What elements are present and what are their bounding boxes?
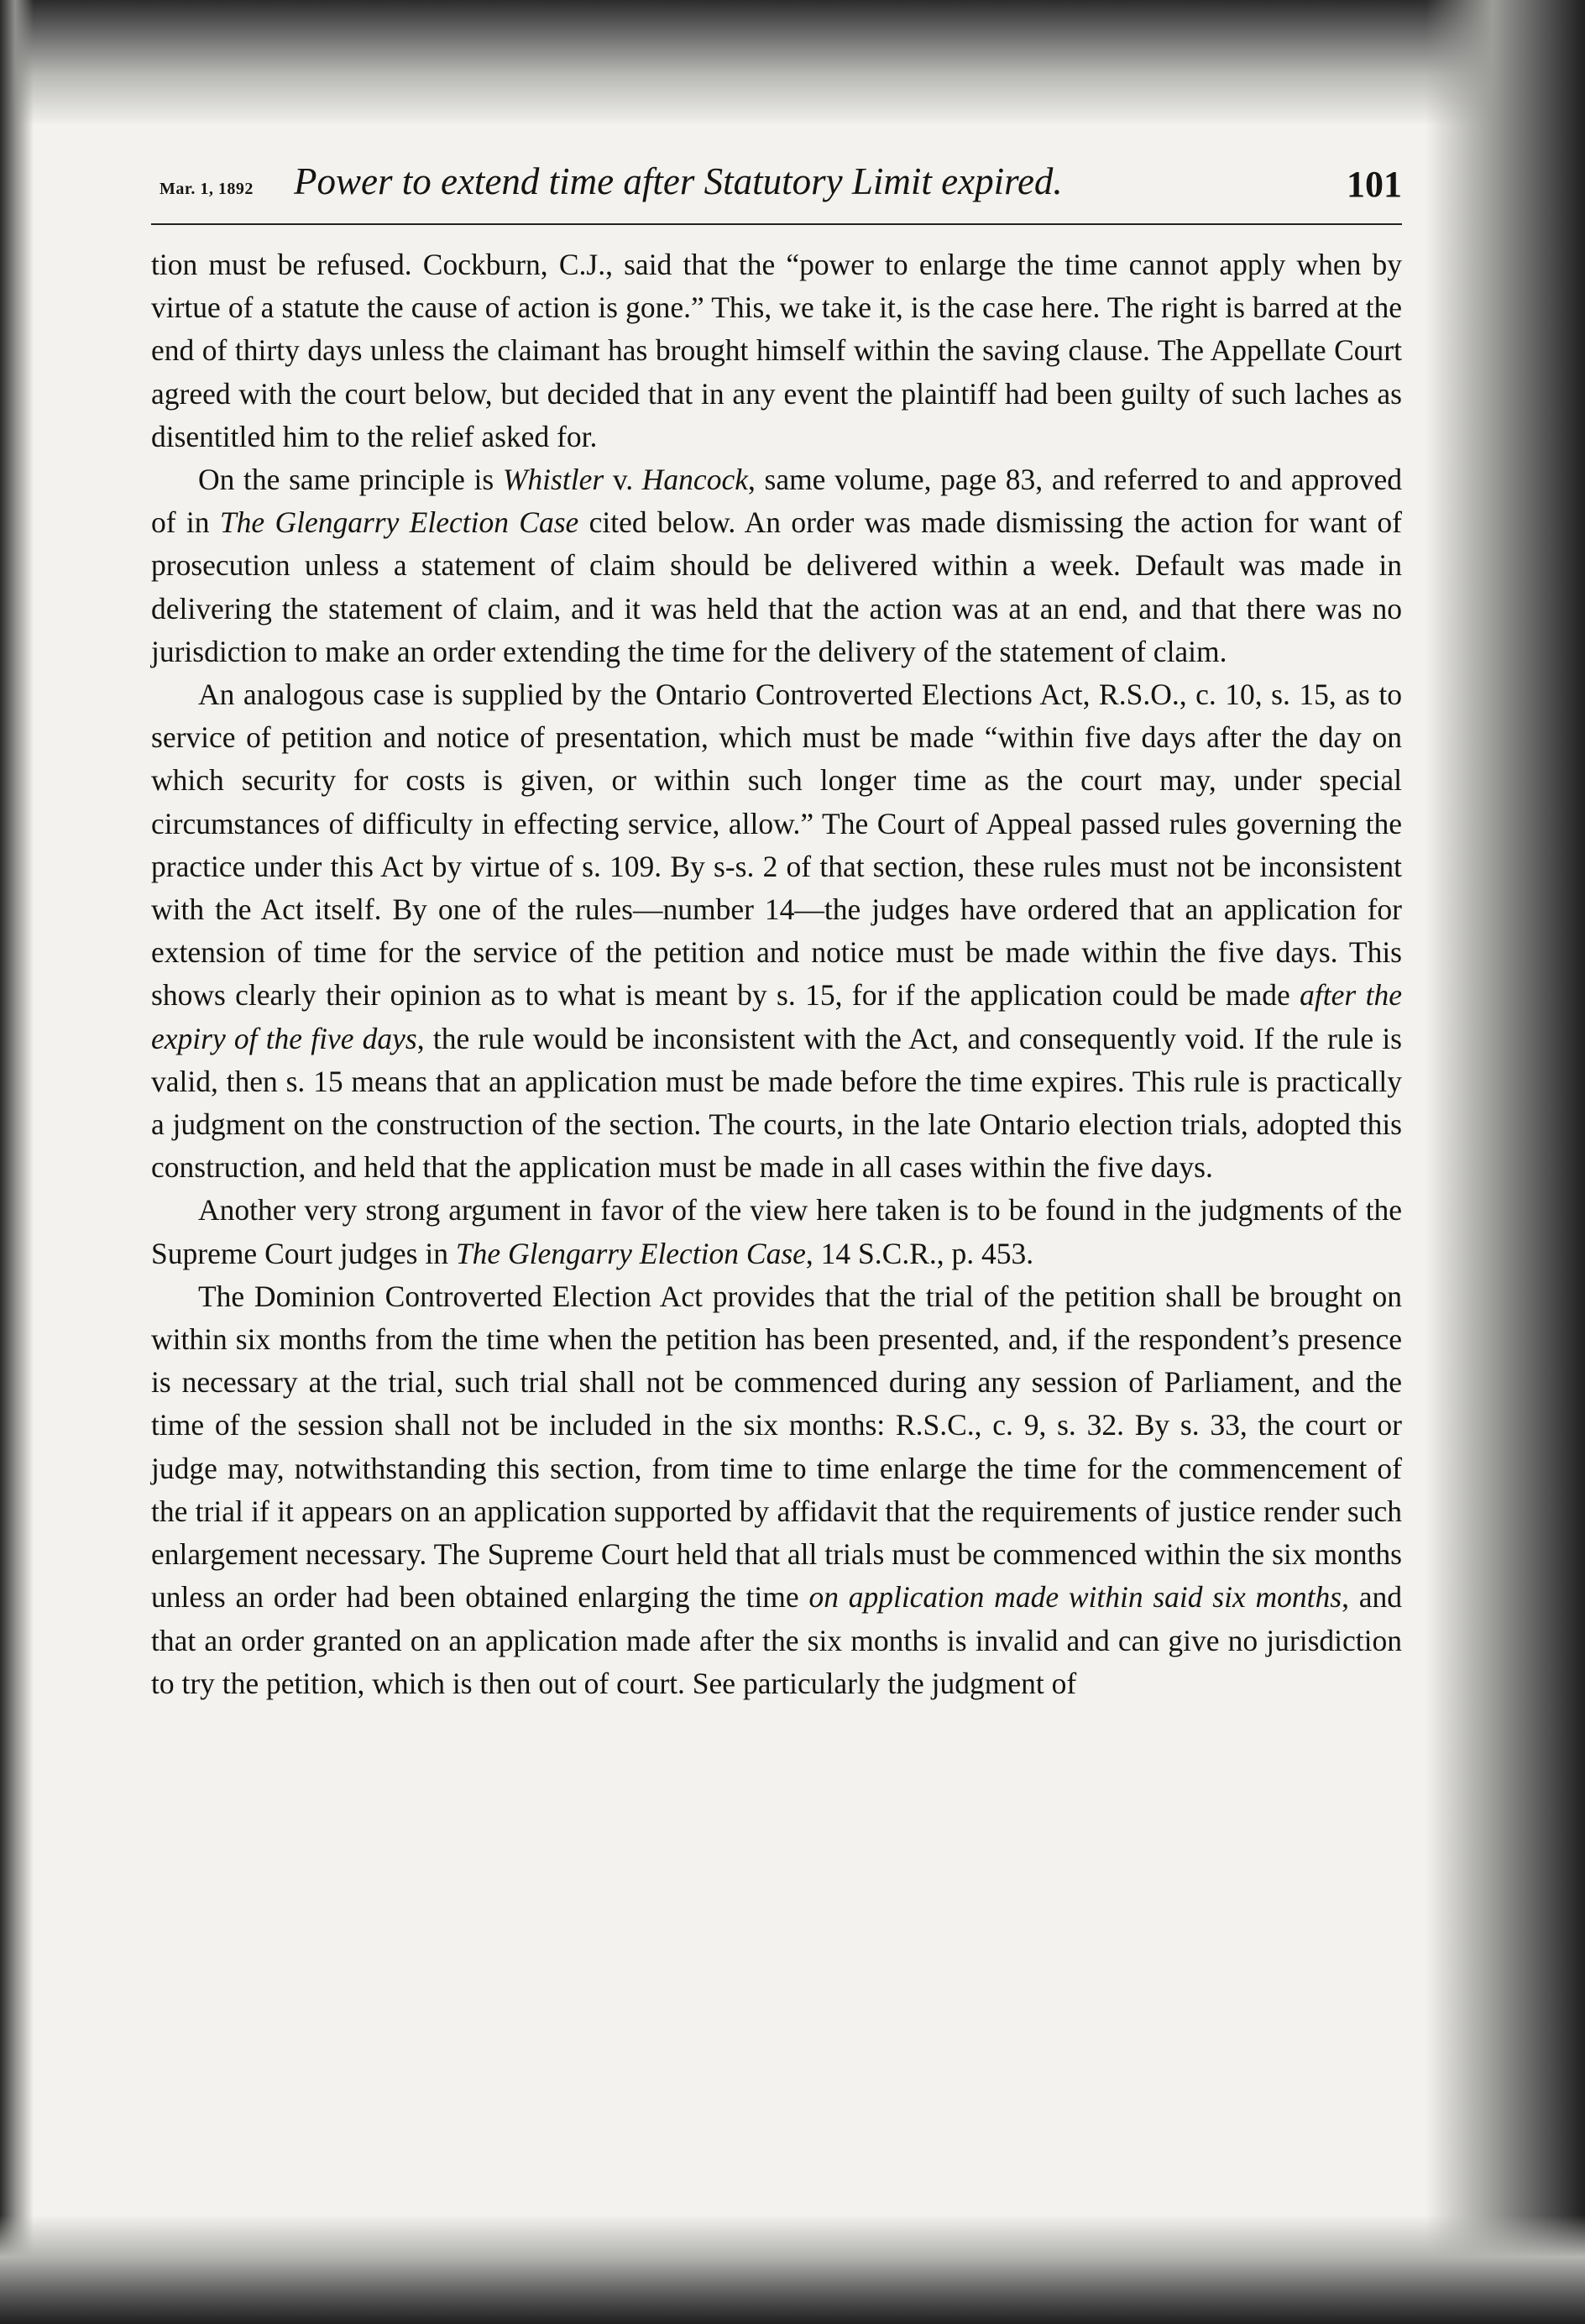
page-number: 101 (1347, 164, 1402, 205)
text-run: v. (604, 463, 642, 497)
text-run: , same volume, page 83, and referred to and approved of in (151, 463, 1402, 540)
paragraph (151, 1275, 1402, 1705)
italic-text: Hancock (641, 463, 748, 497)
text-run: , and that an order granted on an application made after the six months is invalid and can give no jurisdiction to try the petition, which is then out of court. See particularly the judgment of (151, 1580, 1402, 1700)
text-run: The Dominion Controverted Election Act provides that the trial of the petition shall be brought on within six months from the time when the petition has been presented, and, if the respondent’s presence is necessary at the trial, such trial shall not be commenced during any session of Parliament, and the time of the session shall not be included in the six months: R.S.C., c. 9, s. 32. By s. 33, the court or judge may, notwithstanding this section, from time to time enlarge the time for the commencement of the trial if it appears on an application supported by affidavit that the requirements of justice render such enlargement necessary. The Supreme Court held that all trials must be commenced within the six months unless an order had been obtained enlarging the time (151, 1279, 1402, 1615)
paragraph (151, 458, 1402, 673)
text-run: An analogous case is supplied by the Ontario Controverted Elections Act, R.S.O., c. 10, s. 15, as to service of petition and notice of presentation, which must be made “within five days after the day on which security for costs is given, or within such longer time as the court may, under special circumstances of difficulty in effecting service, allow.” The Court of Appeal passed rules governing the practice under this Act by virtue of s. 109. By s-s. 2 of that section, these rules must not be inconsistent with the Act itself. By one of the rules—number 14—the judges have ordered that an application for extension of time for the service of the petition and notice must be made within the five days. This shows clearly their opinion as to what is meant by s. 15, for if the application could be made (151, 678, 1402, 1013)
text-run: On the same principle is (198, 463, 503, 497)
italic-text: The Glengarry Election Case (455, 1236, 806, 1270)
paragraph (151, 1189, 1402, 1275)
scan-edge-right (1425, 0, 1585, 2324)
issue-date: Mar. 1, 1892 (160, 180, 254, 198)
page-title: Power to extend time after Statutory Limit expired. (294, 160, 1063, 202)
scan-edge-top (0, 0, 1585, 126)
paragraph (151, 673, 1402, 1189)
text-run: , 14 S.C.R., p. 453. (805, 1236, 1034, 1270)
running-head (151, 151, 1402, 220)
scan-edge-bottom (0, 2215, 1585, 2324)
paragraph (151, 243, 1402, 458)
text-run: cited below. An order was made dismissing the action for want of prosecution unless a statement of claim should be delivered within a week. Default was made in delivering the statement of claim, and it was held that the action was at an end, and that there was no jurisdiction to make an order extending the time for the delivery of the statement of claim. (151, 505, 1402, 668)
document-page (151, 151, 1402, 1700)
text-run: , the rule would be inconsistent with the Act, and consequently void. If the rule is valid, then s. 15 means that an application must be made before the time expires. This rule is practically a judgment on the construction of the section. The courts, in the late Ontario election trials, adopted this construction, and held that the application must be made in all cases within the five days. (151, 1021, 1402, 1185)
body-text (151, 243, 1402, 1705)
text-run: Another very strong argument in favor of the view here taken is to be found in the judgments of the Supreme Court judges in (151, 1193, 1402, 1270)
header-rule (151, 223, 1402, 225)
scan-edge-left (0, 0, 34, 2324)
text-run: tion must be refused. Cockburn, C.J., said that the “power to enlarge the time cannot apply when by virtue of a statute the cause of action is gone.” This, we take it, is the case here. The right is barred at the end of thirty days unless the claimant has brought himself within the saving clause. The Appellate Court agreed with the court below, but decided that in any event the plaintiff had been guilty of such laches as disentitled him to the relief asked for. (151, 248, 1402, 453)
italic-text: The Glengarry Election Case (219, 505, 579, 540)
italic-text: after the expiry of the five days (151, 978, 1402, 1055)
italic-text: Whistler (502, 463, 604, 497)
italic-text: on application made within said six months (808, 1580, 1342, 1615)
